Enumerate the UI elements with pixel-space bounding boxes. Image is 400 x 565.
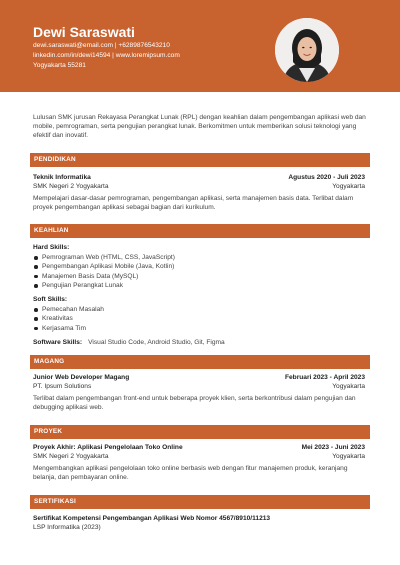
section-project-heading: PROYEK — [30, 425, 370, 439]
location-line: Yogyakarta 55281 — [33, 62, 86, 69]
list-item: Kerjasama Tim — [33, 324, 104, 333]
internship-role: Junior Web Developer Magang — [33, 374, 130, 381]
project-title: Proyek Akhir: Aplikasi Pengelolaan Toko Online — [33, 444, 183, 451]
software-skills-row — [33, 338, 225, 347]
header-banner — [0, 0, 400, 92]
hard-skills-title: Hard Skills: — [33, 244, 70, 251]
soft-skills-title: Soft Skills: — [33, 296, 68, 303]
candidate-name: Dewi Saraswati — [33, 24, 135, 40]
software-skills-label: Software Skills: — [33, 339, 83, 346]
project-period: Mei 2023 - Juni 2023 — [301, 444, 365, 451]
list-item: Kreativitas — [33, 314, 104, 323]
links-line: linkedin.com/in/dewi14594 | www.loremipsum.com — [33, 52, 180, 59]
project-city: Yogyakarta — [332, 453, 365, 460]
profile-photo-icon — [275, 18, 339, 82]
certification-issuer: LSP Informatika (2023) — [33, 524, 101, 531]
project-school: SMK Negeri 2 Yogyakarta — [33, 453, 109, 460]
soft-skills-list — [33, 305, 104, 333]
list-item: Pemecahan Masalah — [33, 305, 104, 314]
internship-period: Februari 2023 - April 2023 — [284, 374, 365, 381]
software-skills-value: Visual Studio Code, Android Studio, Git, Figma — [88, 339, 225, 346]
section-certification-heading: SERTIFIKASI — [30, 495, 370, 509]
certification-title: Sertifikat Kompetensi Pengembangan Aplikasi Web Nomor 4567/8910/11213 — [33, 515, 271, 522]
contact-line: dewi.saraswati@email.com | +6289876543210 — [33, 42, 170, 49]
section-skills-heading: KEAHLIAN — [30, 224, 370, 238]
project-description: Mengembangkan aplikasi pengelolaan toko online berbasis web dengan fitur manajemen produk, keranjang belanja, dan pembayaran online. — [33, 465, 348, 482]
list-item: Pengembangan Aplikasi Mobile (Java, Kotlin) — [33, 262, 175, 271]
education-school: SMK Negeri 2 Yogyakarta — [33, 183, 109, 190]
section-internship-heading: MAGANG — [30, 355, 370, 369]
profile-summary: Lulusan SMK jurusan Rekayasa Perangkat Lunak (RPL) dengan keahlian dalam pengembangan aplikasi web dan mobile, pemrograman, serta pengujian perangkat lunak. Berkomitmen untuk memberikan solusi teknologi yang efektif dan inovatif. — [33, 114, 366, 140]
list-item: Manajemen Basis Data (MySQL) — [33, 272, 175, 281]
hard-skills-list — [33, 253, 175, 291]
internship-company: PT. Ipsum Solutions — [33, 383, 92, 390]
education-major: Teknik Informatika — [33, 174, 91, 181]
internship-description: Terlibat dalam pengembangan front-end untuk beberapa proyek klien, serta berkontribusi dalam pengujian dan debugging aplikasi web. — [33, 395, 356, 412]
list-item: Pengujian Perangkat Lunak — [33, 281, 175, 290]
section-education-heading: PENDIDIKAN — [30, 153, 370, 167]
education-period: Agustus 2020 - Juli 2023 — [288, 174, 365, 181]
list-item: Pemrograman Web (HTML, CSS, JavaScript) — [33, 253, 175, 262]
education-city: Yogyakarta — [332, 183, 365, 190]
internship-city: Yogyakarta — [332, 383, 365, 390]
education-description: Mempelajari dasar-dasar pemrograman, pengembangan aplikasi, serta manajemen basis data. Terlibat dalam proyek pengembangan aplikasi sebagai bagian dari kurikulum. — [33, 195, 354, 212]
